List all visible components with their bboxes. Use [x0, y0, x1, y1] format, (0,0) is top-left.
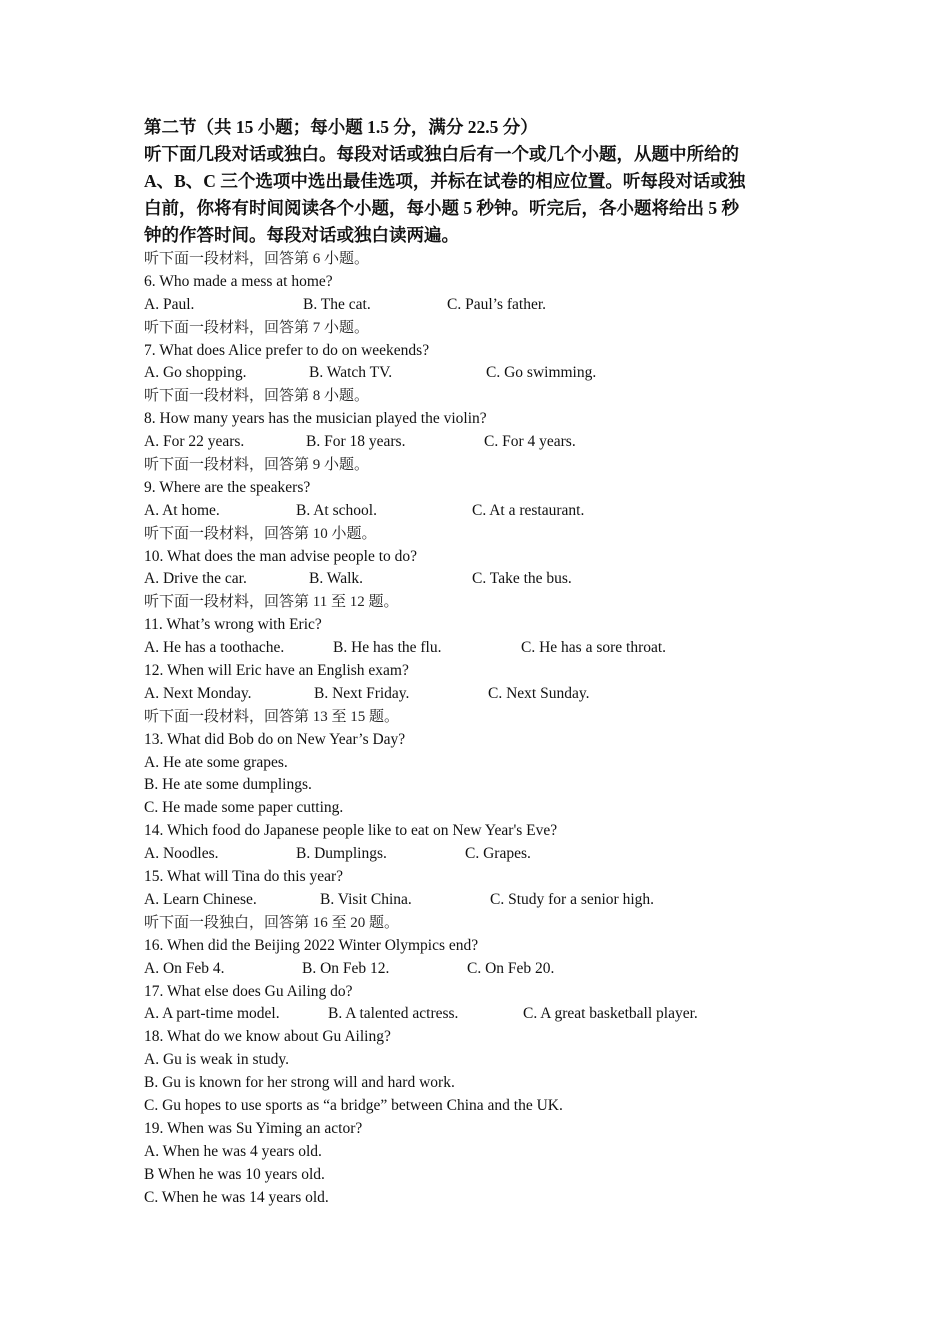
question-text: 13. What did Bob do on New Year’s Day?	[144, 730, 406, 748]
answer-option: C. For 4 years.	[484, 433, 576, 451]
question-text: 9. Where are the speakers?	[144, 478, 311, 496]
question-list	[144, 248, 844, 1209]
options-row	[144, 362, 844, 385]
answer-option: C. Paul’s father.	[447, 295, 547, 313]
options-row	[144, 637, 844, 660]
answer-option: B. For 18 years.	[306, 433, 406, 451]
answer-option: A. Paul.	[144, 295, 195, 313]
options-row	[144, 500, 844, 523]
options-row	[144, 958, 844, 981]
listening-instruction: 听下面一段材料，回答第 6 小题。	[144, 251, 370, 267]
instruction-line: 听下面几段对话或独白。每段对话或独白后有一个或几个小题，从题中所给的	[144, 144, 739, 164]
question-text: 8. How many years has the musician played the violin?	[144, 410, 487, 428]
question-text: 12. When will Eric have an English exam?	[144, 662, 409, 680]
answer-option: C. Next Sunday.	[488, 684, 590, 702]
listening-instruction: 听下面一段材料，回答第 13 至 15 题。	[144, 708, 400, 725]
answer-option: B. Watch TV.	[309, 364, 393, 382]
answer-option: C. Study for a senior high.	[490, 890, 655, 908]
question-text: 14. Which food do Japanese people like to eat on New Year's Eve?	[144, 822, 558, 840]
answer-option: C. At a restaurant.	[472, 501, 585, 519]
question-text: B. Gu is known for her strong will and hard work.	[144, 1074, 455, 1092]
answer-option: A. For 22 years.	[144, 433, 245, 451]
question-text: C. Gu hopes to use sports as “a bridge” between China and the UK.	[144, 1096, 563, 1114]
answer-option: A. Learn Chinese.	[144, 890, 257, 908]
answer-option: C. Grapes.	[465, 845, 531, 863]
listening-instruction: 听下面一段材料，回答第 7 小题。	[144, 319, 370, 336]
answer-option: C. He has a sore throat.	[521, 639, 667, 657]
question-text: 19. When was Su Yiming an actor?	[144, 1119, 363, 1137]
instruction-line: 白前，你将有时间阅读各个小题，每小题 5 秒钟。听完后，各小题将给出 5 秒	[144, 198, 739, 218]
question-text: C. When he was 14 years old.	[144, 1188, 329, 1206]
question-text: C. He made some paper cutting.	[144, 799, 344, 817]
answer-option: A. Next Monday.	[144, 684, 252, 702]
answer-option: A. At home.	[144, 501, 220, 519]
answer-option: B. Next Friday.	[314, 684, 410, 702]
options-row	[144, 1003, 844, 1026]
options-row	[144, 431, 844, 454]
question-text: 10. What does the man advise people to do?	[144, 547, 418, 565]
answer-option: B. The cat.	[303, 295, 371, 313]
answer-option: B. Dumplings.	[296, 845, 387, 863]
question-text: A. When he was 4 years old.	[144, 1142, 322, 1160]
question-text: A. He ate some grapes.	[144, 753, 288, 771]
listening-instruction: 听下面一段材料，回答第 9 小题。	[144, 457, 370, 474]
options-row	[144, 889, 844, 912]
question-text: 16. When did the Beijing 2022 Winter Olympics end?	[144, 936, 479, 954]
options-row	[144, 843, 844, 866]
section-heading	[144, 114, 814, 249]
instruction-line: 钟的作答时间。每段对话或独白读两遍。	[144, 225, 459, 245]
answer-option: A. On Feb 4.	[144, 959, 225, 977]
question-text: A. Gu is weak in study.	[144, 1051, 289, 1069]
question-text: 7. What does Alice prefer to do on weekends?	[144, 341, 430, 359]
answer-option: C. A great basketball player.	[523, 1005, 698, 1023]
answer-option: C. On Feb 20.	[467, 959, 555, 977]
options-row	[144, 568, 844, 591]
answer-option: A. Go shopping.	[144, 364, 247, 382]
question-text: 17. What else does Gu Ailing do?	[144, 982, 353, 1000]
answer-option: C. Take the bus.	[472, 570, 572, 588]
listening-instruction: 听下面一段材料，回答第 11 至 12 题。	[144, 594, 399, 611]
answer-option: A. A part-time model.	[144, 1005, 280, 1023]
answer-option: A. Drive the car.	[144, 570, 247, 588]
question-text: 18. What do we know about Gu Ailing?	[144, 1028, 391, 1046]
question-text: B When he was 10 years old.	[144, 1165, 325, 1183]
question-text: 6. Who made a mess at home?	[144, 272, 333, 290]
answer-option: B. Visit China.	[320, 890, 412, 908]
question-text: 15. What will Tina do this year?	[144, 868, 344, 886]
answer-option: B. Walk.	[309, 570, 364, 588]
question-text: 11. What’s wrong with Eric?	[144, 616, 322, 634]
answer-option: B. On Feb 12.	[302, 959, 390, 977]
answer-option: B. He has the flu.	[333, 639, 442, 657]
options-row	[144, 294, 844, 317]
answer-option: B. At school.	[296, 501, 377, 519]
answer-option: C. Go swimming.	[486, 364, 597, 382]
question-text: B. He ate some dumplings.	[144, 776, 312, 794]
options-row	[144, 683, 844, 706]
answer-option: B. A talented actress.	[328, 1005, 459, 1023]
answer-option: A. Noodles.	[144, 845, 219, 863]
instruction-line: A、B、C 三个选项中选出最佳选项，并标在试卷的相应位置。听每段对话或独	[144, 171, 746, 191]
section-title: 第二节（共 15 小题；每小题 1.5 分，满分 22.5 分）	[144, 117, 538, 137]
answer-option: A. He has a toothache.	[144, 639, 285, 657]
listening-instruction: 听下面一段独白，回答第 16 至 20 题。	[144, 914, 400, 931]
listening-instruction: 听下面一段材料，回答第 10 小题。	[144, 525, 377, 542]
listening-instruction: 听下面一段材料，回答第 8 小题。	[144, 388, 370, 405]
